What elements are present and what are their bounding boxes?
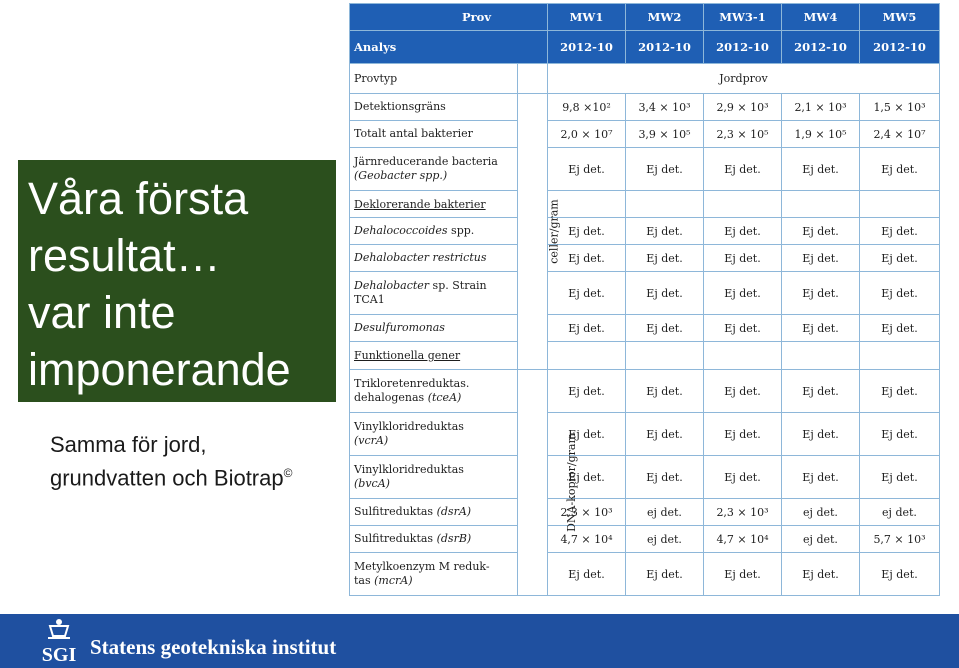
sample-header: MW2 [626,4,704,31]
table-cell: Ej det. [548,148,626,191]
table-cell: ej det. [782,526,860,553]
provtyp-value: Jordprov [548,64,940,94]
slide-title-line: resultat… [28,230,221,281]
table-row [350,245,940,272]
svg-text:SGI: SGI [41,644,77,666]
row-label: Dehalococcoides spp. [350,218,518,245]
row-label: Vinylkloridreduktas (vcrA) [350,413,518,456]
row-label: Totalt antal bakterier [350,121,518,148]
table-cell: 4,7 × 10⁴ [548,526,626,553]
subtitle-line: grundvatten och Biotrap© [50,465,293,491]
section-label: Deklorerande bakterier [350,191,518,218]
table-cell: 4,7 × 10⁴ [704,526,782,553]
table-row [350,218,940,245]
table-row [350,94,940,121]
title-box [18,160,336,402]
table-row [350,499,940,526]
table-cell: Ej det. [704,245,782,272]
unit-label: celler/gram [547,199,561,264]
row-label: Dehalobacter sp. Strain TCA1 [350,272,518,315]
table-cell: Ej det. [782,245,860,272]
table-cell: Ej det. [782,315,860,342]
table-cell: Ej det. [548,245,626,272]
table-row [350,342,940,370]
table-cell: Ej det. [626,245,704,272]
table-cell: 5,7 × 10³ [860,526,940,553]
table-row [350,553,940,596]
table-row [350,64,940,94]
table-row [350,315,940,342]
table-cell: Ej det. [704,413,782,456]
row-label: Metylkoenzym M reduk- tas (mcrA) [350,553,518,596]
slide-title-line: Våra första [28,173,249,224]
slide-title-line: var inte [28,287,176,338]
table-cell: ej det. [782,499,860,526]
unit-cell-celler [518,94,561,370]
table-cell: ej det. [626,526,704,553]
table-cell: Ej det. [548,553,626,596]
sample-header: MW4 [782,4,860,31]
table-cell: Ej det. [626,272,704,315]
table-cell: Ej det. [860,413,940,456]
row-label: Järnreducerande bacteria (Geobacter spp.) [350,148,518,191]
table-cell: Ej det. [782,148,860,191]
table-cell: Ej det. [860,370,940,413]
table-cell: 9,8 ×10² [548,94,626,121]
table-cell: ej det. [626,499,704,526]
table-cell: 2,1 × 10³ [782,94,860,121]
date-header: 2012-10 [860,31,940,64]
table-cell: Ej det. [782,272,860,315]
header-analys: Analys [350,31,548,64]
table-row [350,370,940,413]
table-cell: 1,9 × 10⁵ [782,121,860,148]
table-row [350,121,940,148]
table-cell: Ej det. [548,413,626,456]
row-label: Desulfuromonas [350,315,518,342]
table-row [350,272,940,315]
date-header: 2012-10 [548,31,626,64]
institute-name: Statens geotekniska institut [90,635,337,659]
table-cell: Ej det. [548,272,626,315]
table-cell: Ej det. [704,218,782,245]
table-cell: Ej det. [626,148,704,191]
table-cell: Ej det. [704,272,782,315]
row-label: Vinylkloridreduktas (bvcA) [350,456,518,499]
table-cell: Ej det. [626,413,704,456]
table-cell: Ej det. [782,456,860,499]
table-cell: Ej det. [626,456,704,499]
header-row-dates [350,31,940,64]
table-cell: 2,4 × 10⁷ [860,121,940,148]
table-cell: 2,3 × 10³ [548,499,626,526]
table-cell: Ej det. [860,245,940,272]
table-row [350,191,940,218]
row-label: Sulfitreduktas (dsrB) [350,526,518,553]
results-table [349,3,940,596]
table-cell: Ej det. [860,218,940,245]
copyright-mark: © [283,466,293,480]
table-cell: Ej det. [548,370,626,413]
table-row [350,413,940,456]
table-cell: 2,9 × 10³ [704,94,782,121]
table-row [350,526,940,553]
table-cell: Ej det. [782,218,860,245]
table-cell: ej det. [860,499,940,526]
table-cell: Ej det. [782,413,860,456]
unit-label: DNA-kopior/gram [564,433,578,532]
row-label: Detektionsgräns [350,94,518,121]
table-cell: Ej det. [704,456,782,499]
row-label: Trikloretenreduktas. dehalogenas (tceA) [350,370,518,413]
date-header: 2012-10 [782,31,860,64]
row-label: Dehalobacter restrictus [350,245,518,272]
table-cell: Ej det. [860,553,940,596]
table-cell: 3,9 × 10⁵ [626,121,704,148]
sample-header: MW3-1 [704,4,782,31]
table-cell: Ej det. [860,272,940,315]
table-cell: Ej det. [626,218,704,245]
subtitle-line: Samma för jord, [50,432,207,457]
sgi-logo-icon [34,616,84,668]
table-cell: Ej det. [548,456,626,499]
unit-cell-dna [518,370,578,596]
sample-header: MW5 [860,4,940,31]
section-label: Funktionella gener [350,342,518,370]
footer-bar [0,614,959,668]
slide-title-line: imponerande [28,344,291,395]
table-cell: Ej det. [704,315,782,342]
table-cell: 2,3 × 10³ [704,499,782,526]
header-row-samples [350,4,940,31]
table-cell: Ej det. [860,315,940,342]
table-cell: 2,0 × 10⁷ [548,121,626,148]
table-cell: Ej det. [860,148,940,191]
date-header: 2012-10 [626,31,704,64]
slide-subtitle [50,430,340,492]
date-header: 2012-10 [704,31,782,64]
sample-header: MW1 [548,4,626,31]
row-label: Sulfitreduktas (dsrA) [350,499,518,526]
table-cell: Ej det. [782,370,860,413]
table-cell: Ej det. [704,370,782,413]
table-cell: Ej det. [548,315,626,342]
table-cell: Ej det. [782,553,860,596]
table-cell: 1,5 × 10³ [860,94,940,121]
header-prov: Prov [350,4,548,31]
row-label: Provtyp [350,64,518,94]
table-cell: Ej det. [626,315,704,342]
table-cell: 2,3 × 10⁵ [704,121,782,148]
table-cell: Ej det. [626,553,704,596]
table-row [350,456,940,499]
table-cell: Ej det. [626,370,704,413]
table-cell: Ej det. [548,218,626,245]
table-row [350,148,940,191]
table-cell: Ej det. [860,456,940,499]
table-cell: Ej det. [704,148,782,191]
table-cell: 3,4 × 10³ [626,94,704,121]
table-cell: Ej det. [704,553,782,596]
